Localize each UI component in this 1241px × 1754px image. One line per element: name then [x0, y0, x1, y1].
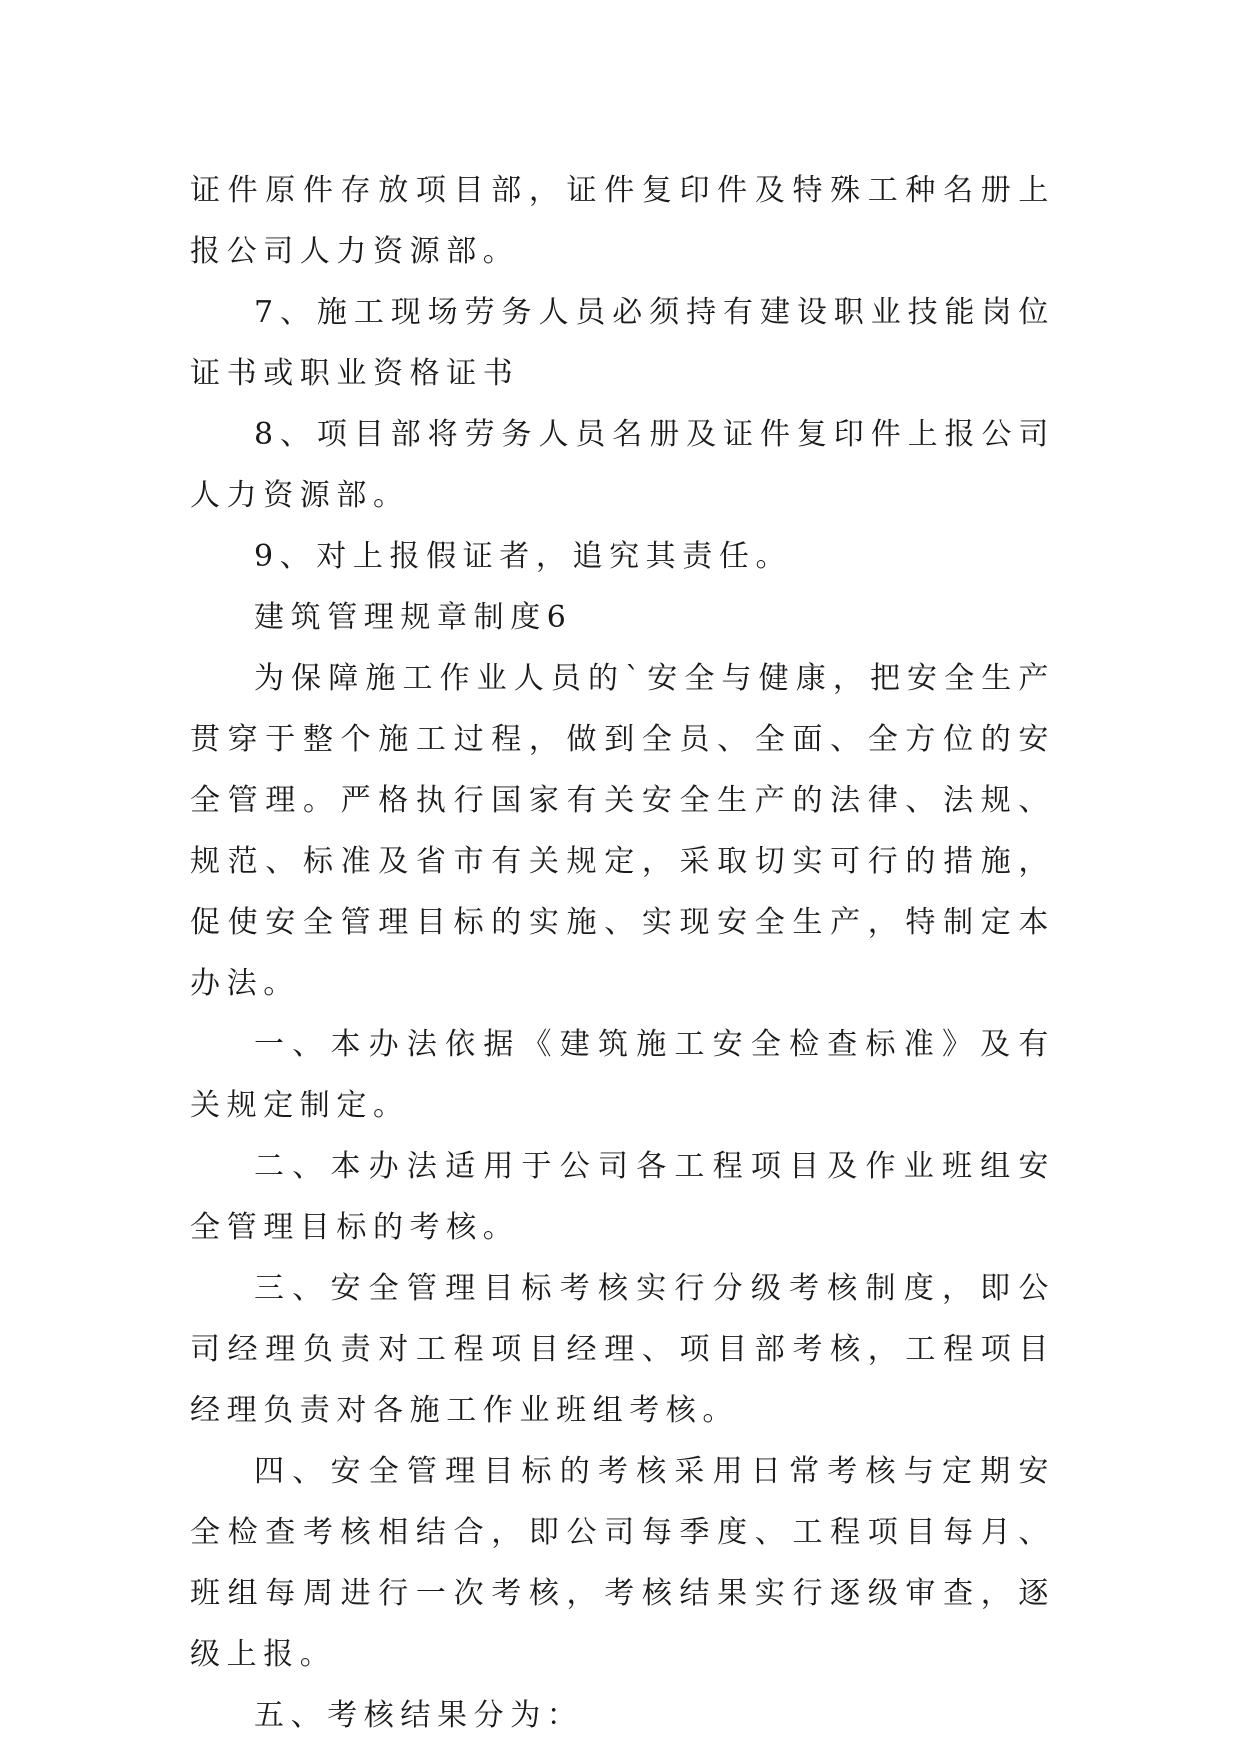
- paragraph-clause-1: 一、本办法依据《建筑施工安全检查标准》及有关规定制定。: [190, 1027, 1055, 1123]
- paragraph-item-7: 7、施工现场劳务人员必须持有建设职业技能岗位证书或职业资格证书: [190, 295, 1055, 391]
- paragraph-clause-5: 五、考核结果分为：: [254, 1698, 584, 1733]
- document-body: [190, 160, 1055, 1746]
- paragraph-item-9: 9、对上报假证者，追究其责任。: [254, 539, 793, 574]
- section-heading: 建筑管理规章制度6: [254, 600, 573, 635]
- paragraph-clause-2: 二、本办法适用于公司各工程项目及作业班组安全管理目标的考核。: [190, 1149, 1055, 1245]
- paragraph-clause-4: 四、安全管理目标的考核采用日常考核与定期安全检查考核相结合，即公司每季度、工程项目每月、班组每周进行一次考核，考核结果实行逐级审查，逐级上报。: [190, 1454, 1055, 1672]
- paragraph-clause-3: 三、安全管理目标考核实行分级考核制度，即公司经理负责对工程项目经理、项目部考核，工程项目经理负责对各施工作业班组考核。: [190, 1271, 1055, 1428]
- paragraph-intro: 为保障施工作业人员的`安全与健康，把安全生产贯穿于整个施工过程，做到全员、全面、全方位的安全管理。严格执行国家有关安全生产的法律、法规、规范、标准及省市有关规定，采取切实可行的措施，促使安全管理目标的实施、实现安全生产，特制定本办法。: [190, 661, 1055, 1001]
- paragraph-item-8: 8、项目部将劳务人员名册及证件复印件上报公司人力资源部。: [190, 417, 1055, 513]
- paragraph-certificate-storage: 证件原件存放项目部，证件复印件及特殊工种名册上报公司人力资源部。: [190, 173, 1055, 269]
